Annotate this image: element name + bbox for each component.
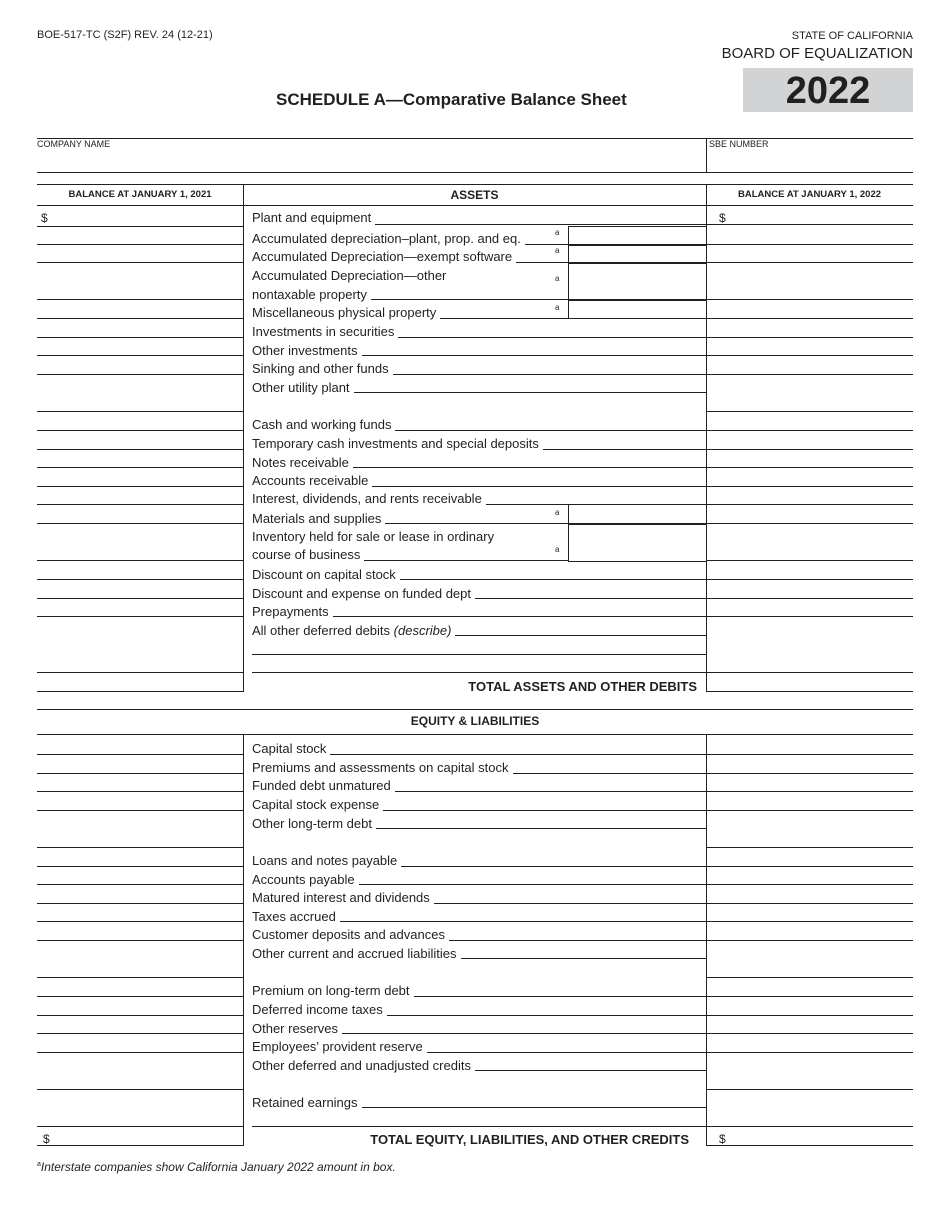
accum-dep-other-label-2: nontaxable property <box>252 287 371 302</box>
accum-dep-other-label: Accumulated Depreciation—other <box>252 268 450 283</box>
matured-interest-label: Matured interest and dividends <box>252 890 434 905</box>
customer-deposits-label: Customer deposits and advances <box>252 927 449 942</box>
sbe-number-label: SBE NUMBER <box>709 139 769 149</box>
inventory-label: Inventory held for sale or lease in ordinary <box>252 529 498 544</box>
total-assets-label: TOTAL ASSETS AND OTHER DEBITS <box>468 679 697 694</box>
page-title: SCHEDULE A—Comparative Balance Sheet <box>276 90 627 109</box>
box-inventory[interactable] <box>568 523 707 562</box>
year-badge <box>743 68 913 112</box>
describe-hint: (describe) <box>393 623 452 638</box>
equity-header: EQUITY & LIABILITIES <box>410 714 540 728</box>
company-name-label: COMPANY NAME <box>37 139 111 149</box>
total-right-dollar-sign: $ <box>719 1132 726 1146</box>
sinking-funds-label: Sinking and other funds <box>252 361 393 376</box>
materials-supplies-label: Materials and supplies <box>252 511 385 526</box>
other-deferred-prefix: All other deferred debits <box>252 623 391 638</box>
retained-earnings-label: Retained earnings <box>252 1095 362 1110</box>
box-marker: a <box>555 246 560 255</box>
capital-stock-label: Capital stock <box>252 741 330 756</box>
other-lt-debt-label: Other long-term debt <box>252 816 376 831</box>
board-label: BOARD OF EQUALIZATION <box>721 45 913 62</box>
box-accum-dep-other[interactable] <box>568 262 707 301</box>
box-accum-dep-software[interactable] <box>568 244 707 264</box>
other-deferred-credits-label: Other deferred and unadjusted credits <box>252 1058 475 1073</box>
premiums-label: Premiums and assessments on capital stock <box>252 760 513 775</box>
other-utility-plant-label: Other utility plant <box>252 380 354 395</box>
form-id: BOE-517-TC (S2F) REV. 24 (12-21) <box>37 29 213 41</box>
box-marker: a <box>555 545 560 554</box>
footnote-marker: a <box>37 1161 41 1168</box>
accounts-payable-label: Accounts payable <box>252 872 359 887</box>
other-investments-label: Other investments <box>252 343 362 358</box>
footnote-text: Interstate companies show California January 2022 amount in box. <box>40 1160 396 1174</box>
state-label: STATE OF CALIFORNIA <box>791 30 913 42</box>
box-marker: a <box>555 228 560 237</box>
sbe-number-field[interactable] <box>709 150 912 171</box>
company-name-field[interactable] <box>37 150 705 171</box>
provident-reserve-label: Employees’ provident reserve <box>252 1039 427 1054</box>
investments-securities-label: Investments in securities <box>252 324 398 339</box>
box-materials[interactable] <box>568 504 707 525</box>
other-reserves-label: Other reserves <box>252 1021 342 1036</box>
right-column-header: BALANCE AT JANUARY 1, 2022 <box>737 189 882 200</box>
other-current-label: Other current and accrued liabilities <box>252 946 461 961</box>
misc-physical-label: Miscellaneous physical property <box>252 305 440 320</box>
describe-line[interactable] <box>252 654 706 655</box>
total-equity-label: TOTAL EQUITY, LIABILITIES, AND OTHER CREDITS <box>370 1132 689 1147</box>
box-misc-physical[interactable] <box>568 299 707 319</box>
plant-equipment-label: Plant and equipment <box>252 210 375 225</box>
box-marker: a <box>555 303 560 312</box>
right-dollar-sign: $ <box>719 211 726 225</box>
footnote <box>37 1160 396 1174</box>
funded-debt-label: Funded debt unmatured <box>252 778 395 793</box>
accum-dep-software-label: Accumulated Depreciation—exempt software <box>252 249 516 264</box>
discount-funded-label: Discount and expense on funded dept <box>252 586 475 601</box>
deferred-income-taxes-label: Deferred income taxes <box>252 1002 387 1017</box>
box-marker: a <box>555 508 560 517</box>
premium-lt-debt-label: Premium on long-term debt <box>252 983 414 998</box>
capital-expense-label: Capital stock expense <box>252 797 383 812</box>
loans-notes-label: Loans and notes payable <box>252 853 401 868</box>
box-accum-dep-plant[interactable] <box>568 226 707 246</box>
cash-working-label: Cash and working funds <box>252 417 395 432</box>
taxes-accrued-label: Taxes accrued <box>252 909 340 924</box>
left-dollar-sign: $ <box>41 211 48 225</box>
accum-dep-plant-label: Accumulated depreciation–plant, prop. and eq. <box>252 231 525 246</box>
inventory-label-2: course of business <box>252 547 364 562</box>
total-left-dollar-sign: $ <box>43 1132 50 1146</box>
assets-header: ASSETS <box>450 188 499 202</box>
other-deferred-debits-label <box>252 623 455 638</box>
notes-receivable-label: Notes receivable <box>252 455 353 470</box>
interest-receivable-label: Interest, dividends, and rents receivable <box>252 491 486 506</box>
discount-capital-label: Discount on capital stock <box>252 567 400 582</box>
box-marker: a <box>555 274 560 283</box>
temp-cash-label: Temporary cash investments and special deposits <box>252 436 543 451</box>
accounts-receivable-label: Accounts receivable <box>252 473 372 488</box>
prepayments-label: Prepayments <box>252 604 333 619</box>
left-column-header: BALANCE AT JANUARY 1, 2021 <box>68 189 212 200</box>
year-text: 2022 <box>785 70 871 112</box>
